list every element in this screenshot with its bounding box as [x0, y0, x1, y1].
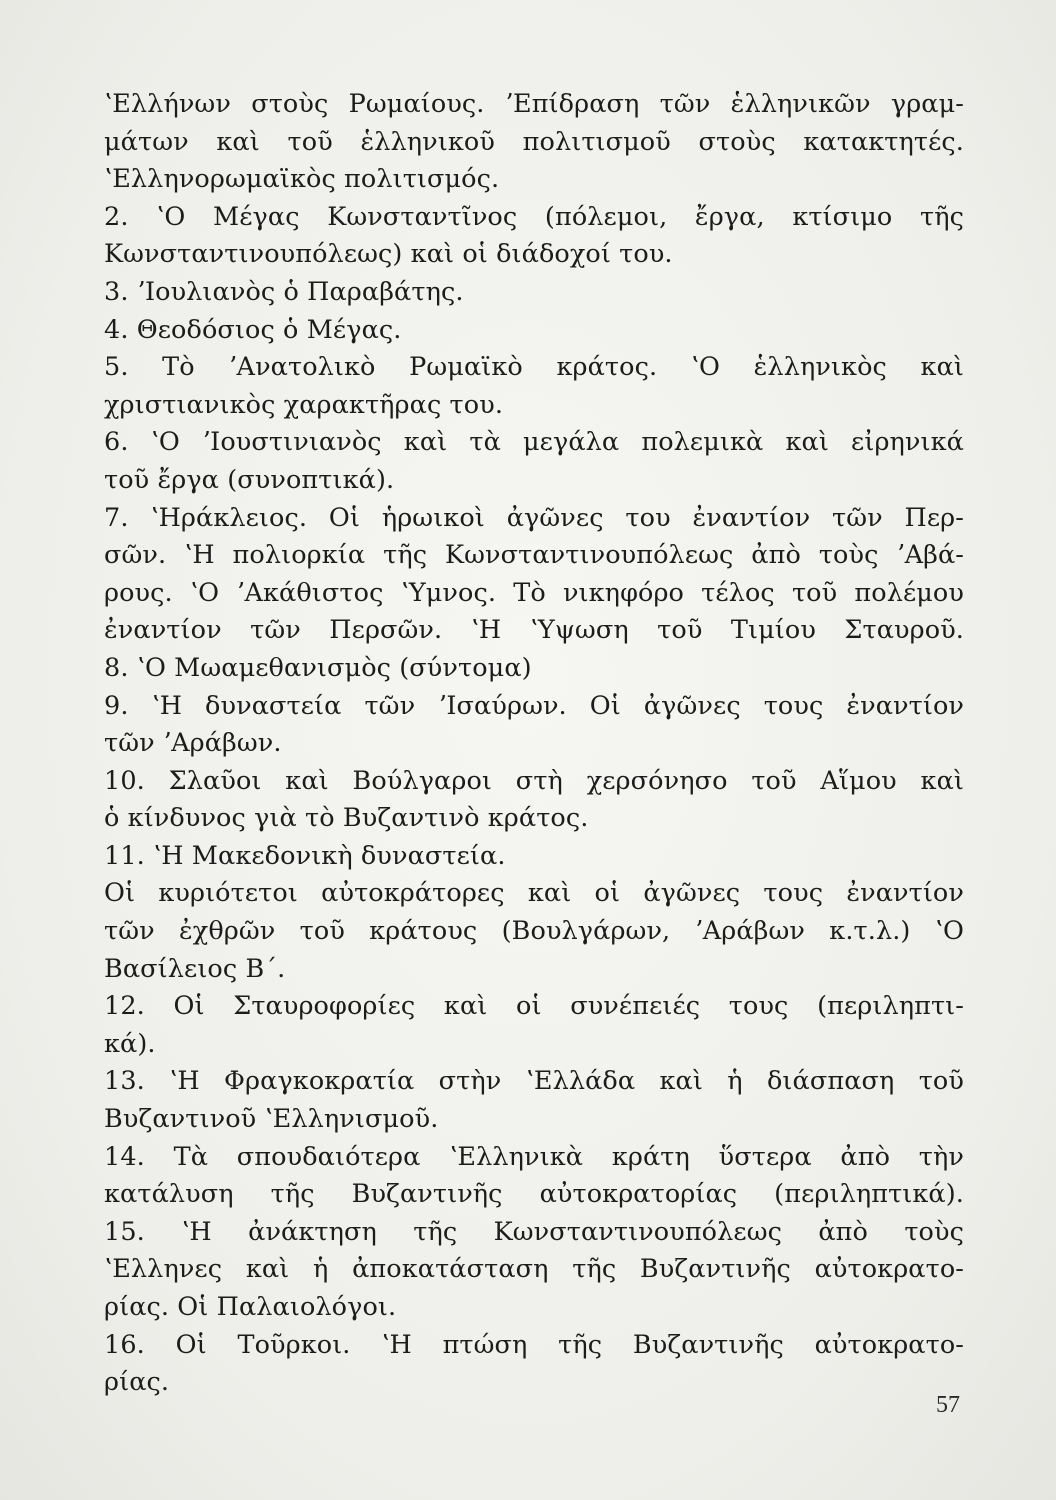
text-line-30: κατάλυση τῆς Βυζαντινῆς αὐτοκρατορίας (περιληπτικά). [104, 1179, 964, 1210]
text-line-20: ὁ κίνδυνος γιὰ τὸ Βυζαντινὸ κράτος. [104, 803, 589, 834]
text-line-14: ρους. ʽΟ ʼΑκάθιστος ʽΥμνος. Τὸ νικηφόρο τέλος τοῦ πολέμου [104, 577, 964, 608]
text-line-7: 4. Θεοδόσιος ὁ Μέγας. [104, 314, 402, 345]
text-line-25: 12. Οἱ Σταυροφορίες καὶ οἱ συνέπειές τους (περιληπτι- [104, 991, 964, 1022]
text-line-16: 8. ʽΟ Μωαμεθανισμὸς (σύντομα) [104, 652, 532, 683]
text-line-23: τῶν ἐχθρῶν τοῦ κράτους (Βουλγάρων, ʼΑράβων κ.τ.λ.) ʽΟ [104, 916, 964, 947]
text-line-32: ʽΕλληνες καὶ ἡ ἀποκατάσταση τῆς Βυζαντινῆς αὐτοκρατο- [104, 1254, 964, 1285]
text-line-31: 15. ʽΗ ἀνάκτηση τῆς Κωνσταντινουπόλεως ἀπὸ τοὺς [104, 1216, 964, 1247]
text-line-5: Κωνσταντινουπόλεως) καὶ οἱ διάδοχοί του. [104, 239, 673, 270]
text-line-2: μάτων καὶ τοῦ ἑλληνικοῦ πολιτισμοῦ στοὺς κατακτητές. [104, 126, 964, 157]
text-line-10: 6. ʽΟ ʼΙουστινιανὸς καὶ τὰ μεγάλα πολεμικὰ καὶ εἰρηνικά [104, 427, 964, 458]
text-line-19: 10. Σλαῦοι καὶ Βούλγαροι στὴ χερσόνησο τοῦ Αἵμου καὶ [104, 765, 964, 796]
text-line-21: 11. ʽΗ Μακεδονικὴ δυναστεία. [104, 840, 506, 871]
text-line-11: τοῦ ἔργα (συνοπτικά). [104, 464, 395, 495]
text-line-1: ʽΕλλήνων στοὺς Ρωμαίους. ʼΕπίδραση τῶν ἑλληνικῶν γραμ- [104, 89, 964, 119]
text-line-24: Βασίλειος Β΄. [104, 953, 286, 984]
text-line-12: 7. ʽΗράκλειος. Οἱ ἡρωικοὶ ἀγῶνες του ἐναντίον τῶν Περ- [104, 502, 964, 533]
text-line-6: 3. ʼΙουλιανὸς ὁ Παραβάτης. [104, 276, 464, 307]
text-line-26: κά). [104, 1028, 156, 1059]
text-line-13: σῶν. ʽΗ πολιορκία τῆς Κωνσταντινουπόλεως ἀπὸ τοὺς ʼΑβά- [104, 540, 964, 571]
text-line-28: Βυζαντινοῦ ʽΕλληνισμοῦ. [104, 1104, 439, 1135]
page-number: 57 [936, 1392, 960, 1418]
text-line-27: 13. ʽΗ Φραγκοκρατία στὴν ʽΕλλάδα καὶ ἡ διάσπαση τοῦ [104, 1066, 964, 1097]
text-line-29: 14. Τὰ σπουδαιότερα ʽΕλληνικὰ κράτη ὕστερα ἀπὸ τὴν [104, 1141, 964, 1172]
text-line-35: ρίας. [104, 1367, 170, 1398]
body-text [104, 86, 964, 1402]
text-line-18: τῶν ʼΑράβων. [104, 728, 282, 759]
text-line-34: 16. Οἱ Τοῦρκοι. ʽΗ πτώση τῆς Βυζαντινῆς αὐτοκρατο- [104, 1329, 964, 1360]
text-line-15: ἐναντίον τῶν Περσῶν. ʽΗ ʽΥψωση τοῦ Τιμίου Σταυροῦ. [104, 615, 964, 646]
text-line-22: Οἱ κυριότετοι αὐτοκράτορες καὶ οἱ ἀγῶνες τους ἐναντίον [104, 878, 964, 909]
text-line-3: ʽΕλληνορωμαϊκὸς πολιτισμός. [104, 164, 500, 195]
text-line-17: 9. ʽΗ δυναστεία τῶν ʼΙσαύρων. Οἱ ἀγῶνες τους ἐναντίον [104, 690, 964, 721]
text-line-9: χριστιανικὸς χαρακτῆρας του. [104, 389, 504, 420]
text-line-8: 5. Τὸ ʼΑνατολικὸ Ρωμαϊκὸ κράτος. ʽΟ ἑλληνικὸς καὶ [104, 352, 964, 383]
text-line-4: 2. ʽΟ Μέγας Κωνσταντῖνος (πόλεμοι, ἔργα, κτίσιμο τῆς [104, 201, 964, 232]
text-line-33: ρίας. Οἱ Παλαιολόγοι. [104, 1292, 397, 1322]
